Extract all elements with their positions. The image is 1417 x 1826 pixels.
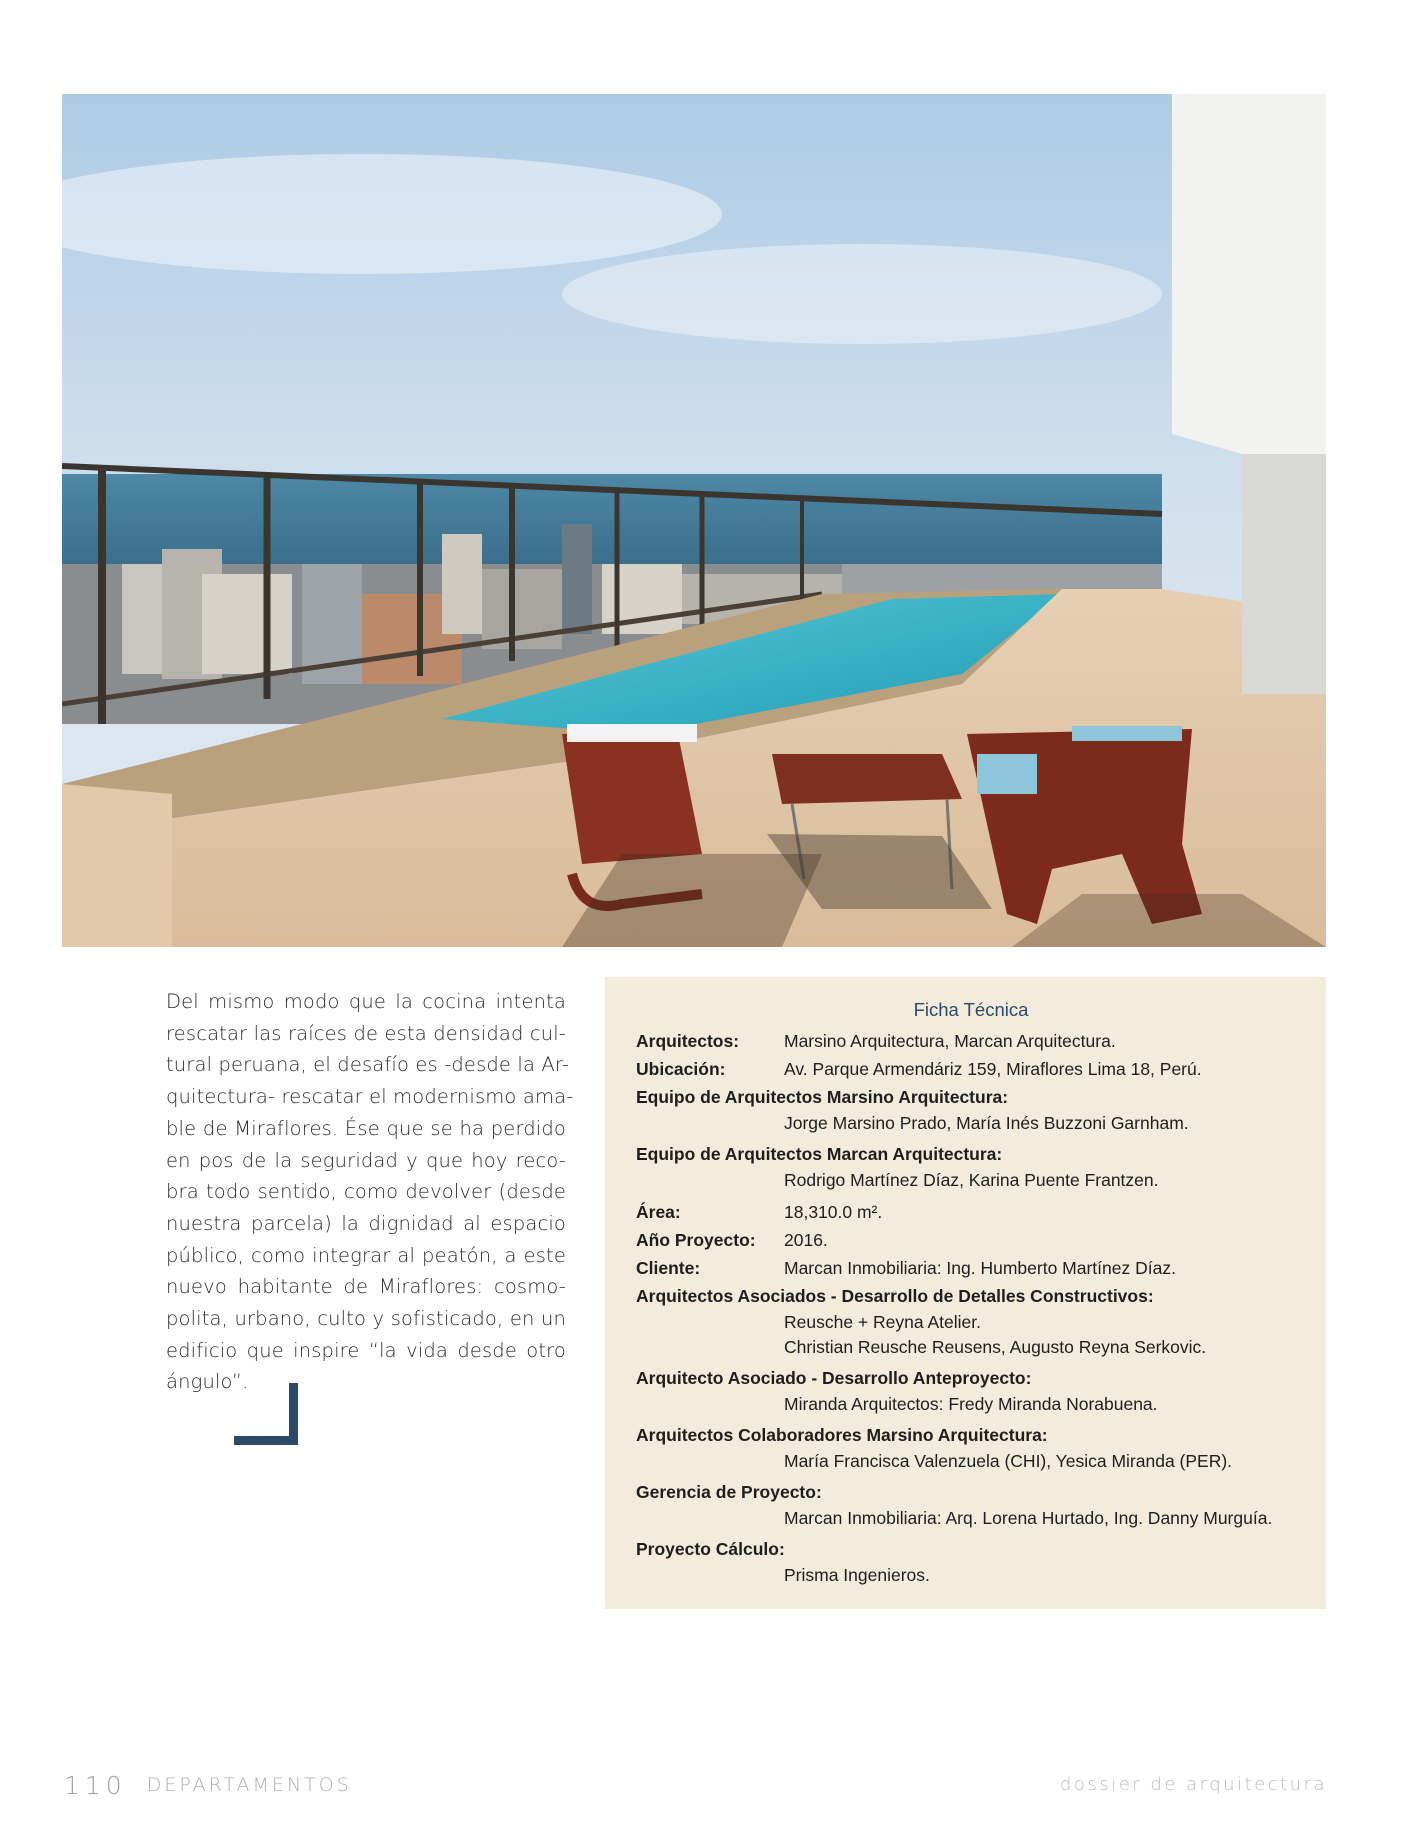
- row-label: Proyecto Cálculo:: [636, 1539, 785, 1559]
- row-value: María Francisca Valenzuela (CHI), Yesica Miranda (PER).: [784, 1451, 1233, 1471]
- technical-sheet: [605, 977, 1326, 1609]
- row-label: Arquitectos Colaboradores Marsino Arquitectura:: [636, 1425, 1048, 1445]
- row-value: Marcan Inmobiliaria: Arq. Lorena Hurtado, Ing. Danny Murguía.: [784, 1508, 1273, 1528]
- row-value: Marcan Inmobiliaria: Ing. Humberto Martínez Díaz.: [784, 1258, 1176, 1278]
- body-line: nuestra parcela) la dignidad al espacio: [166, 1211, 566, 1235]
- row-value: Reusche + Reyna Atelier.: [784, 1312, 981, 1332]
- row-label: Equipo de Arquitectos Marcan Arquitectura:: [636, 1144, 1003, 1164]
- row-label: Arquitectos Asociados - Desarrollo de Detalles Constructivos:: [636, 1286, 1154, 1306]
- page-number: 110: [64, 1770, 127, 1800]
- row-equipo-marsino: [636, 1084, 1296, 1136]
- row-anio: [636, 1226, 1296, 1254]
- row-value: Miranda Arquitectos: Fredy Miranda Norabuena.: [784, 1394, 1158, 1414]
- row-asociado-anteproyecto: [636, 1365, 1296, 1417]
- rooftop-pool-photo: [62, 94, 1326, 947]
- end-mark-corner: [234, 1383, 298, 1445]
- row-label: Arquitectos:: [636, 1031, 740, 1051]
- body-line: edificio que inspire “la vida desde otro: [166, 1338, 566, 1362]
- row-equipo-marcan: [636, 1141, 1296, 1193]
- row-colaboradores: [636, 1422, 1296, 1474]
- technical-sheet-title: Ficha Técnica: [913, 999, 1029, 1020]
- photo-illustration: [62, 94, 1326, 947]
- row-gerencia: [636, 1479, 1296, 1531]
- row-label: Cliente:: [636, 1258, 701, 1278]
- row-label: Año Proyecto:: [636, 1230, 756, 1250]
- body-line: nuevo habitante de Miraflores: cosmo-: [166, 1275, 566, 1299]
- row-cliente: [636, 1254, 1296, 1282]
- body-line: público, como integrar al peatón, a este: [166, 1243, 566, 1267]
- body-line: quitectura- rescatar el modernismo ama-: [166, 1085, 574, 1109]
- row-label: Equipo de Arquitectos Marsino Arquitectura:: [636, 1087, 1009, 1107]
- section-name: DEPARTAMENTOS: [146, 1774, 352, 1796]
- row-label: Gerencia de Proyecto:: [636, 1482, 822, 1502]
- row-value: Prisma Ingenieros.: [784, 1565, 930, 1585]
- row-value: Rodrigo Martínez Díaz, Karina Puente Frantzen.: [784, 1170, 1159, 1190]
- body-line: bra todo sentido, como devolver (desde: [166, 1180, 566, 1204]
- row-area: [636, 1198, 1296, 1226]
- row-value: Jorge Marsino Prado, María Inés Buzzoni Garnham.: [784, 1113, 1189, 1133]
- row-calculo: [636, 1536, 1296, 1588]
- row-value: Av. Parque Armendáriz 159, Miraflores Lima 18, Perú.: [784, 1059, 1202, 1079]
- magazine-name: dossier de arquitectura: [1060, 1774, 1327, 1795]
- body-line: en pos de la seguridad y que hoy reco-: [166, 1148, 566, 1172]
- end-mark-horizontal: [234, 1436, 298, 1445]
- body-paragraph: [166, 986, 574, 1398]
- body-line: ángulo”.: [166, 1370, 249, 1394]
- row-arquitectos: [636, 1027, 1296, 1055]
- body-line: rescatar las raíces de esta densidad cul-: [166, 1021, 566, 1045]
- body-line: polita, urbano, culto y sofisticado, en un: [166, 1307, 566, 1331]
- row-label: Arquitecto Asociado - Desarrollo Anteproyecto:: [636, 1368, 1032, 1388]
- row-value: 2016.: [784, 1230, 828, 1250]
- footer-left: [64, 1770, 352, 1800]
- row-label: Ubicación:: [636, 1059, 726, 1079]
- row-value: Marsino Arquitectura, Marcan Arquitectura.: [784, 1031, 1116, 1051]
- row-ubicacion: [636, 1055, 1296, 1083]
- row-label: Área:: [636, 1202, 681, 1222]
- row-asociados-detalles: [636, 1283, 1296, 1360]
- body-line: tural peruana, el desafío es -desde la Ar-: [166, 1053, 570, 1077]
- body-line: ble de Miraflores. Ése que se ha perdido: [166, 1116, 566, 1140]
- row-value: Christian Reusche Reusens, Augusto Reyna Serkovic.: [784, 1337, 1207, 1357]
- body-line: Del mismo modo que la cocina intenta: [166, 990, 566, 1013]
- row-value: 18,310.0 m².: [784, 1202, 883, 1222]
